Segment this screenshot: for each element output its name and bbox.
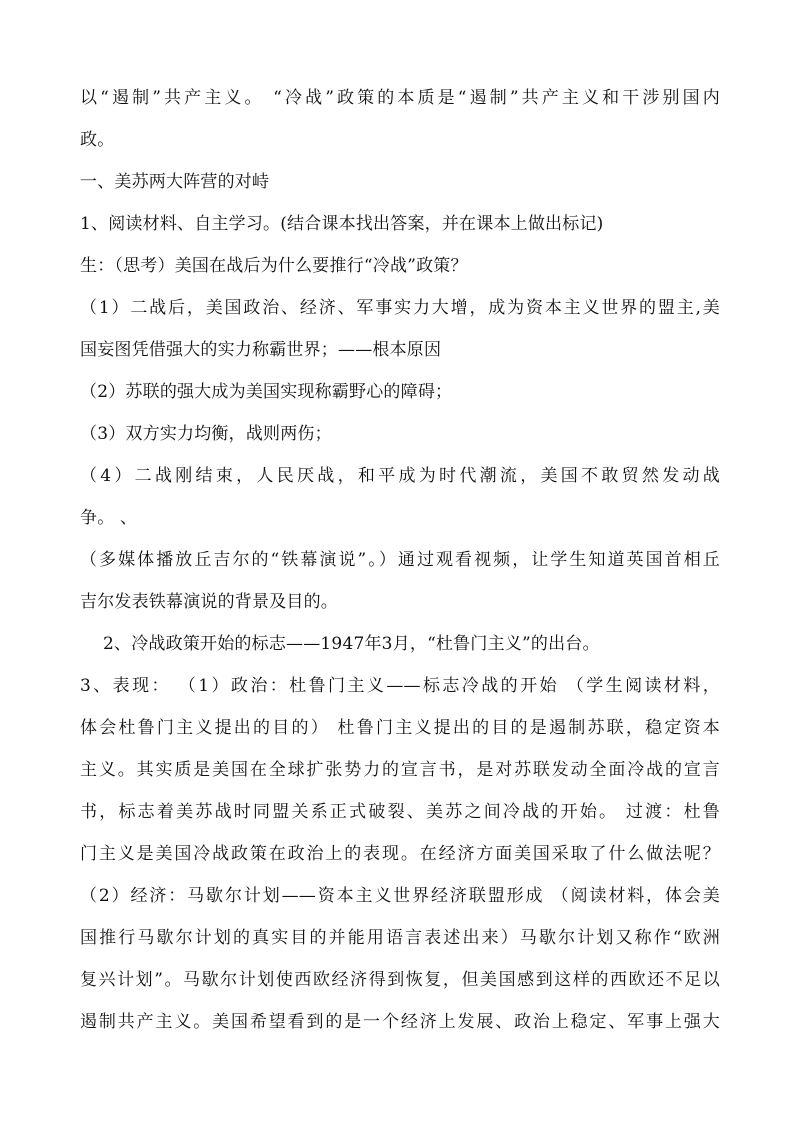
text-line-16: 体会杜鲁门主义提出的目的） 杜鲁门主义提出的目的是遏制苏联，稳定资本 (80, 718, 720, 738)
text-line-13: 吉尔发表铁幕演说的背景及目的。 (80, 592, 338, 612)
text-line-21: 国推行马歇尔计划的真实目的并能用语言表述出来）马歇尔计划又称作“欧洲 (80, 928, 720, 948)
question-line: 生：（思考）美国在战后为什么要推行“冷战”政策？ (80, 256, 468, 276)
text-line-12: （多媒体播放丘吉尔的“铁幕演说”。）通过观看视频，让学生知道英国首相丘 (80, 550, 720, 570)
text-line-11: 争。 、 (80, 508, 138, 528)
text-line-7: 国妄图凭借强大的实力称霸世界；——根本原因 (80, 340, 442, 360)
text-line-10: （4）二战刚结束，人民厌战，和平成为时代潮流，美国不敢贸然发动战 (80, 466, 720, 486)
text-line-8: （2）苏联的强大成为美国实现称霸野心的障碍； (80, 382, 453, 402)
text-line-23: 遏制共产主义。美国希望看到的是一个经济上发展、政治上稳定、军事上强大 (80, 1012, 720, 1032)
text-line-19: 门主义是美国冷战政策在政治上的表现。在经济方面美国采取了什么做法呢？ (80, 844, 720, 864)
text-line-15: 3、表现： （1）政治：杜鲁门主义——标志冷战的开始 （学生阅读材料， (80, 676, 720, 696)
text-line-17: 主义。其实质是美国在全球扩张势力的宣言书，是对苏联发动全面冷战的宣言 (80, 760, 720, 780)
text-line-18: 书，标志着美苏战时同盟关系正式破裂、美苏之间冷战的开始。 过渡：杜鲁 (80, 802, 720, 822)
section-heading: 一、美苏两大阵营的对峙 (80, 172, 270, 192)
text-line-9: （3）双方实力均衡，战则两伤； (80, 424, 332, 444)
text-line-4: 1、阅读材料、自主学习。(结合课本找出答案，并在课本上做出标记) (80, 214, 604, 234)
text-line-14: 2、冷战政策开始的标志——1947年3月，“杜鲁门主义”的出台。 (103, 634, 600, 654)
text-line-1: 以“遏制”共产主义。 “冷战”政策的本质是“遏制”共产主义和干涉别国内 (80, 88, 720, 108)
text-line-6: （1）二战后，美国政治、经济、军事实力大增，成为资本主义世界的盟主,美 (80, 298, 720, 318)
text-line-22: 复兴计划”。马歇尔计划使西欧经济得到恢复，但美国感到这样的西欧还不足以 (80, 970, 720, 990)
text-line-20: （2）经济：马歇尔计划——资本主义世界经济联盟形成 （阅读材料，体会美 (80, 886, 720, 906)
text-line-2: 政。 (80, 130, 115, 150)
